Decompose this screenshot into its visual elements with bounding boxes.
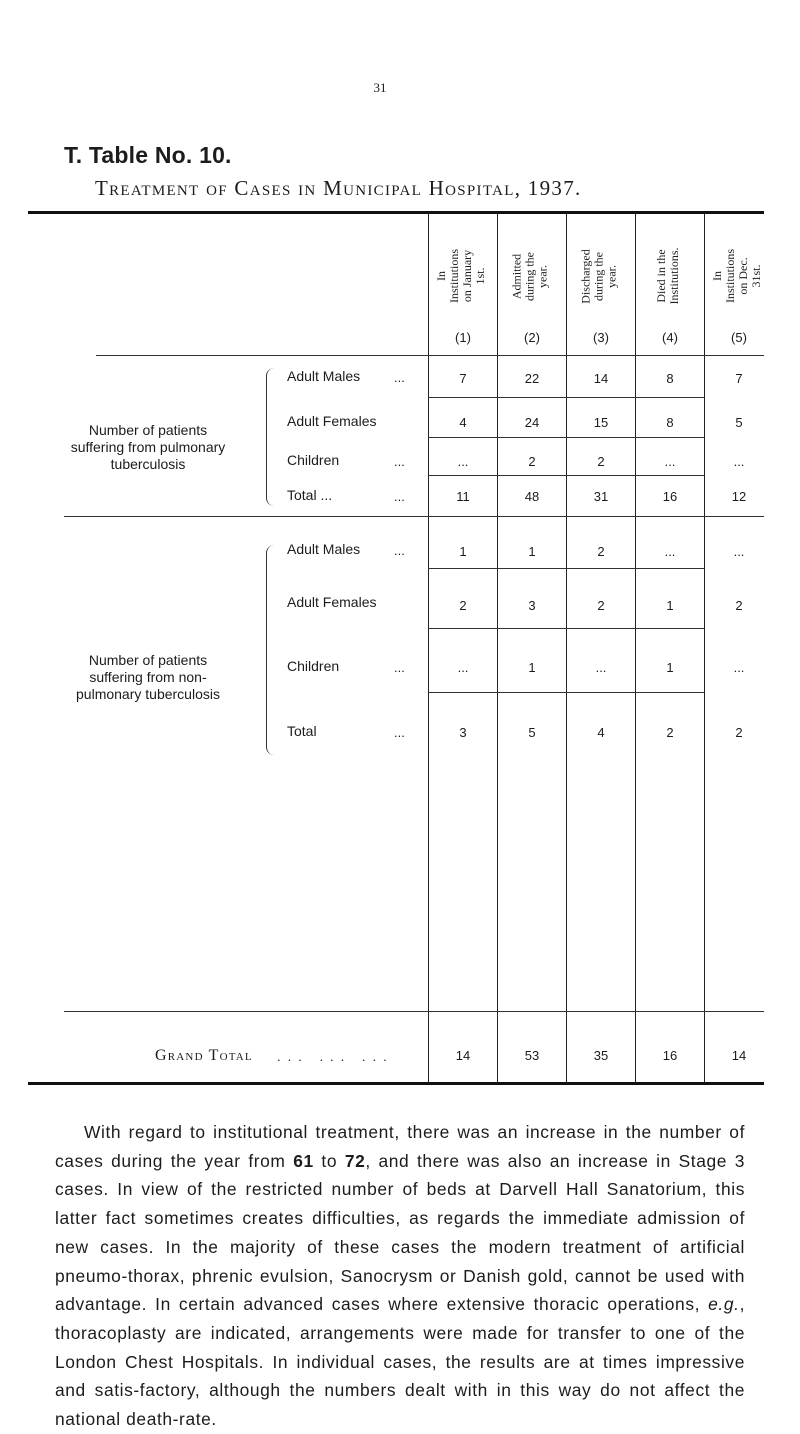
cell: 35 xyxy=(593,1048,609,1063)
paragraph-number-from: 61 xyxy=(293,1150,314,1171)
row-separator xyxy=(428,628,704,629)
cell: 1 xyxy=(459,544,467,559)
cell: 16 xyxy=(662,1048,678,1063)
group-brace xyxy=(266,545,277,755)
row-separator xyxy=(428,437,704,438)
cell: 2 xyxy=(528,454,536,469)
cell: ... xyxy=(733,660,745,675)
row-label: Adult Males xyxy=(287,368,361,384)
cell: 1 xyxy=(666,660,674,675)
row-label: Total xyxy=(287,723,317,739)
column-number-4: (4) xyxy=(662,330,678,345)
cell: 1 xyxy=(666,598,674,613)
header-separator xyxy=(96,355,764,356)
cell: 3 xyxy=(528,598,536,613)
cell: 4 xyxy=(459,415,467,430)
paragraph-italic: e.g. xyxy=(708,1294,740,1315)
paragraph-number-to: 72 xyxy=(344,1150,366,1171)
group-label-non-pulmonary: Number of patients suffering from non- pulmonary tuberculosis xyxy=(76,652,220,702)
row-dots: ... xyxy=(394,454,405,469)
row-label: Children xyxy=(287,658,340,674)
row-label: Children xyxy=(287,452,340,468)
cell: 1 xyxy=(528,544,536,559)
cell: 4 xyxy=(597,725,605,740)
column-header-4 xyxy=(638,226,698,326)
column-header-3-text: Discharged during the year. xyxy=(578,248,619,304)
table-bottom-rule xyxy=(28,1082,764,1085)
cell: 3 xyxy=(459,725,467,740)
column-header-2 xyxy=(500,226,560,326)
row-label: Adult Females xyxy=(287,413,377,429)
row-dots: ... xyxy=(394,489,405,504)
cell: 31 xyxy=(593,489,609,504)
cell: 1 xyxy=(528,660,536,675)
row-dots: ... xyxy=(394,660,405,675)
cell: 2 xyxy=(666,725,674,740)
cell: 7 xyxy=(735,371,743,386)
cell: ... xyxy=(457,454,469,469)
row-dots: ... xyxy=(394,543,405,558)
cell: 24 xyxy=(524,415,540,430)
row-dots: ... xyxy=(394,370,405,385)
group-label-pulmonary: Number of patients suffering from pulmonary tuberculosis xyxy=(70,422,226,472)
cell: 2 xyxy=(597,544,605,559)
paragraph-text: , thoracoplasty are indicated, arrangements were made for transfer to one of the London Chest Hospitals. In individual cases, the results are at times impressive and satis-factory, although the numbers dealt with in this way do not affect the national death-rate. xyxy=(55,1294,745,1430)
cell: ... xyxy=(457,660,469,675)
grand-total-label: Grand Total xyxy=(155,1047,253,1064)
cell: 22 xyxy=(524,371,540,386)
cell: 14 xyxy=(593,371,609,386)
column-header-4-text: Died in the Institutions. xyxy=(654,247,681,305)
table-title: Treatment of Cases in Municipal Hospital, 1937. xyxy=(95,176,582,200)
cell: ... xyxy=(664,544,676,559)
table-label: T. Table No. 10. xyxy=(64,142,232,168)
row-dots: ... xyxy=(394,725,405,740)
cell: 2 xyxy=(735,598,743,613)
row-separator xyxy=(428,475,704,476)
grand-total-dots: ... ... ... xyxy=(277,1049,394,1064)
column-number-2: (2) xyxy=(524,330,540,345)
cell: ... xyxy=(595,660,607,675)
column-number-5: (5) xyxy=(731,330,747,345)
cell: ... xyxy=(733,544,745,559)
cell: 14 xyxy=(455,1048,471,1063)
cell: 12 xyxy=(731,489,747,504)
cell: 2 xyxy=(735,725,743,740)
table-top-rule xyxy=(28,211,764,214)
column-header-1-text: In Institutions on January 1st. xyxy=(434,249,487,304)
row-separator xyxy=(428,397,704,398)
cell: 2 xyxy=(597,598,605,613)
cell: 2 xyxy=(459,598,467,613)
paragraph-text: , and there was also an increase in Stage 3 cases. In view of the restricted number of beds at Darvell Hall Sanatorium, this latter fact sometimes creates difficulties, as regards the immediate admission of new cases. In the majority of these cases the modern treatment of artificial pneumo-thorax, phrenic evulsion, Sanocrysm or Danish gold, cannot be used with advantage. In certain advanced cases where extensive thoracic operations, xyxy=(55,1150,745,1315)
cell: 48 xyxy=(524,489,540,504)
cell: 11 xyxy=(456,489,470,504)
column-number-1: (1) xyxy=(455,330,471,345)
cell: 14 xyxy=(731,1048,747,1063)
row-separator xyxy=(428,692,704,693)
row-label: Adult Males xyxy=(287,541,361,557)
cell: 2 xyxy=(597,454,605,469)
column-header-1 xyxy=(431,226,491,326)
group-brace xyxy=(266,368,277,506)
column-header-5-text: In Institutions on Dec. 31st. xyxy=(710,249,763,304)
cell: 53 xyxy=(524,1048,540,1063)
group-separator xyxy=(64,516,764,517)
row-label: Total ... xyxy=(287,487,333,503)
body-paragraph xyxy=(55,1118,745,1434)
cell: 15 xyxy=(593,415,609,430)
column-header-2-text: Admitted during the year. xyxy=(509,251,550,301)
cell: ... xyxy=(664,454,676,469)
paragraph-text: to xyxy=(313,1150,345,1171)
column-header-5 xyxy=(707,226,767,326)
column-number-3: (3) xyxy=(593,330,609,345)
cell: 8 xyxy=(666,415,674,430)
page-number: 31 xyxy=(373,80,387,95)
cell: 5 xyxy=(735,415,743,430)
cell: ... xyxy=(733,454,745,469)
row-label: Adult Females xyxy=(287,594,377,610)
row-separator xyxy=(428,568,704,569)
column-header-3 xyxy=(569,226,629,326)
cell: 16 xyxy=(662,489,678,504)
cell: 8 xyxy=(666,371,674,386)
cell: 7 xyxy=(459,371,467,386)
cell: 5 xyxy=(528,725,536,740)
paragraph-text: With regard to institutional treatment, there was an increase in the number of cases during the year from xyxy=(55,1122,745,1171)
grand-total-separator xyxy=(64,1011,764,1012)
